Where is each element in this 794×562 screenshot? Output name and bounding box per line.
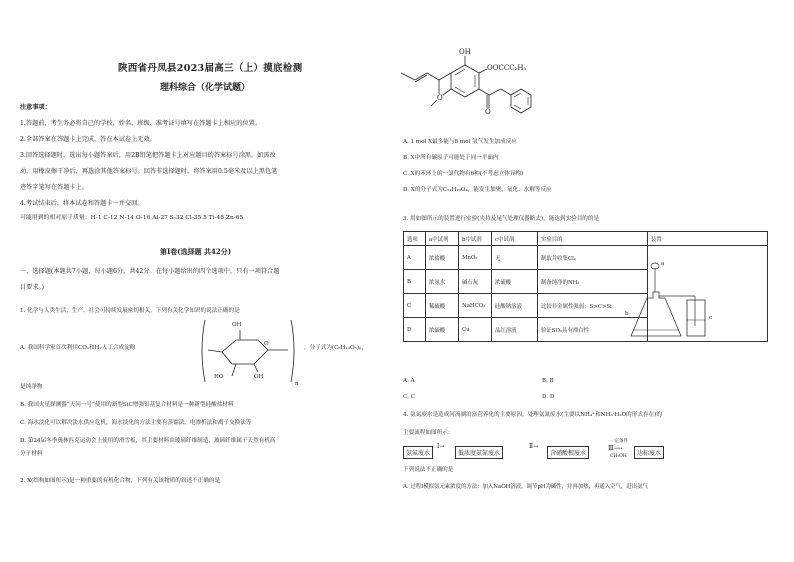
notes-heading: 注意事项： xyxy=(20,104,51,111)
flow-step-label: Ⅲ xyxy=(608,445,614,452)
table-cell: 浓盐酸 xyxy=(426,246,459,270)
table-header-cell: b中试剂 xyxy=(459,232,492,246)
table-cell: B xyxy=(404,270,426,294)
flow-arrow: Ⅰ→ xyxy=(437,443,445,450)
starch-oh-top: OH xyxy=(232,322,242,328)
page-title: 陕西省丹凤县2023届高三（上）摸底检测 xyxy=(118,63,303,74)
note-line: 3.回答选择题时，选出每小题答案后，用2B铅笔把答题卡上对应题目的答案标号涂黑。如需改 xyxy=(20,152,276,159)
question-3-stem: 3. 用如图所示的装置进行实验(夹持及尾气处理仪器略去)，能达到实验目的的是 xyxy=(403,216,600,222)
flow-box-compliant: 达标废水 xyxy=(634,446,664,459)
flow-box-nitrate: 含硝酸根废水 xyxy=(547,446,589,459)
table-header-cell: 选项 xyxy=(404,232,426,246)
table-cell: 碱石灰 xyxy=(459,270,492,294)
starch-n: n xyxy=(295,381,299,387)
table-cell: 验证SO₂具有漂白性 xyxy=(538,318,648,342)
q1-option-a-formula: ，分子式为(C₆H₁₀O₅)ₙ， xyxy=(304,345,368,351)
table-header-cell: a中试剂 xyxy=(426,232,459,246)
starch-ring-o: O xyxy=(264,341,269,347)
q1-option-b: B. 我国火星探测器“天问一号”使用的新型SiC增强铝基复合材料是一种新型硅酸盐材料 xyxy=(20,402,234,408)
struct-ester-label: OOCCC₂H₅ xyxy=(487,64,527,72)
flow-arrow: Ⅲ⟶ xyxy=(608,445,623,452)
table-cell: C xyxy=(404,294,426,318)
q3-option-b: B. B xyxy=(542,378,554,384)
section-intro: 目要求。) xyxy=(20,284,45,291)
table-cell: Cu xyxy=(459,318,492,342)
question-1-stem: 1. 化学与人类生活、生产、社会可持续发展密切相关。下列有关化学知识的说法正确的是 xyxy=(20,308,240,314)
atomic-masses: 可能用到的相对原子质量：H-1 C-12 N-14 O-16 Al-27 S-32 Cl-35.5 Ti-48 Zn-65 xyxy=(20,215,244,221)
q2-option-c: C. X的苯环上的一氯代物有6种(不考虑立体异构) xyxy=(403,171,524,177)
table-cell: 稀硫酸 xyxy=(426,294,459,318)
q4-option-a: A. 过程Ⅰ模拟氨元素浓度的方法：加入NaOH溶液，调节pH为碱性，并再加热，再通入空气，赶出氨气 xyxy=(403,484,648,490)
note-line: 4.考试结束后，将本试卷和答题卡一并交回。 xyxy=(20,200,144,207)
table-cell: 浓硫酸 xyxy=(492,270,538,294)
table-cell: 无 xyxy=(492,246,538,270)
right-column xyxy=(397,0,794,562)
page-subtitle: 理科综合（化学试题） xyxy=(160,83,251,93)
q2-option-a: A. 1 mol X最多能与8 mol 氢气发生加成反应 xyxy=(403,139,517,145)
question-4-stem-cont: 主要流程如图所示： xyxy=(403,430,454,436)
table-cell: MnO₂ xyxy=(459,246,492,270)
flow-box-low-ammonia: 低浓度氨氮废水 xyxy=(455,446,503,459)
q1-option-d-cont: 分子材料 xyxy=(20,451,43,457)
table-cell: 比较非金属性强弱：S>C>Si xyxy=(538,294,648,318)
table-cell: D xyxy=(404,318,426,342)
starch-oh-bottom: OH xyxy=(254,374,264,380)
note-line: 动，用橡皮擦干净后，再选涂其他答案标号。回答非选择题时，将答案用0.5毫米及以上黑色笔 xyxy=(20,168,278,175)
note-line: 2.全部答案在答题卡上完成，答在本试卷上无效。 xyxy=(20,136,156,143)
table-cell: 制取并收集Cl₂ xyxy=(538,246,648,270)
table-header-cell: 实验目的 xyxy=(538,232,648,246)
flow-box-ammonia-wastewater: 氨氮废水 xyxy=(403,446,433,459)
struct-methoxy-o: O xyxy=(437,94,443,102)
table-header-cell: c中试剂 xyxy=(492,232,538,246)
table-cell: 制备纯净的NH₃ xyxy=(538,270,648,294)
table-cell: 品红溶液 xyxy=(492,318,538,342)
q2-option-d: D. X的分子式为C₂₁H₂₀O₄，能发生加聚、氧化、水解等反应 xyxy=(403,187,552,193)
table-cell: 硅酸钠溶液 xyxy=(492,294,538,318)
apparatus-label-c: c xyxy=(709,315,713,321)
starch-ho: HO xyxy=(214,374,224,380)
apparatus-diagram xyxy=(397,0,794,562)
section-title: 第Ⅰ卷(选择题 共42分) xyxy=(160,247,232,256)
question-2-stem: 2. X(结构如图所示)是一种重要的有机化合物，下列有关该物质的叙述不正确的是 xyxy=(20,478,221,484)
q2-option-b: B. X中所有碳原子可能处于同一平面内 xyxy=(403,155,499,161)
struct-carbonyl-o: O xyxy=(485,108,491,116)
flow-step-label: Ⅰ xyxy=(437,443,440,450)
note-line: 迹签字笔写在答题卡上。 xyxy=(20,184,89,191)
q1-option-a-cont: 是纯净物 xyxy=(20,384,43,390)
table-header-cell: 装置 xyxy=(648,232,768,246)
table-cell: 浓氨水 xyxy=(426,270,459,294)
q3-option-d: D. D xyxy=(542,394,555,400)
apparatus-label-a: a xyxy=(661,261,665,267)
table-cell: A xyxy=(404,246,426,270)
table-cell: NaHCO₃ xyxy=(459,294,492,318)
q3-option-c: C. C xyxy=(403,394,415,400)
flow-step3-reagent: CH₃OH xyxy=(610,454,627,459)
flow-step-label: Ⅱ xyxy=(529,443,534,450)
q4-prompt: 下列说法不正确的是 xyxy=(403,467,454,473)
question-4-stem: 4. 氨氮废水是造成河流湖泊富营养化的主要原因，处理氨氮废水(主要以NH₄⁺和NH₃·H₂O的形式存在)的 xyxy=(403,412,662,418)
apparatus-label-b: b xyxy=(625,311,629,317)
note-line: 1.答题前，考生务必将自己的学校、姓名、班级、准考证号填写在答题卡上相应的位置。 xyxy=(20,120,262,127)
q1-option-a: A. 我国科学家首次利用CO₂和H₂人工合成淀粉 xyxy=(20,345,136,351)
flow-step3-condition: 一定条件 xyxy=(610,439,628,444)
flow-arrow: Ⅱ→ xyxy=(529,443,539,450)
section-intro: 一、选择题(本题共7小题，每小题6分，共42分。在每小题给出的四个选项中，只有一项符合题 xyxy=(20,268,280,275)
q1-option-c: C. 海水淡化可以解决淡水供应危机，海水淡化的方法主要有蒸馏法、电渗析法和离子交换法等 xyxy=(20,420,252,426)
struct-oh-label: OH xyxy=(459,48,471,56)
table-cell: 浓硫酸 xyxy=(426,318,459,342)
q3-option-a: A. A xyxy=(403,378,415,384)
q1-option-d: D. 第24届冬季奥林匹克运动会上使用的滑雪板，其主要材料由玻璃纤维制造，玻璃纤维属于天然有机高 xyxy=(20,438,276,444)
